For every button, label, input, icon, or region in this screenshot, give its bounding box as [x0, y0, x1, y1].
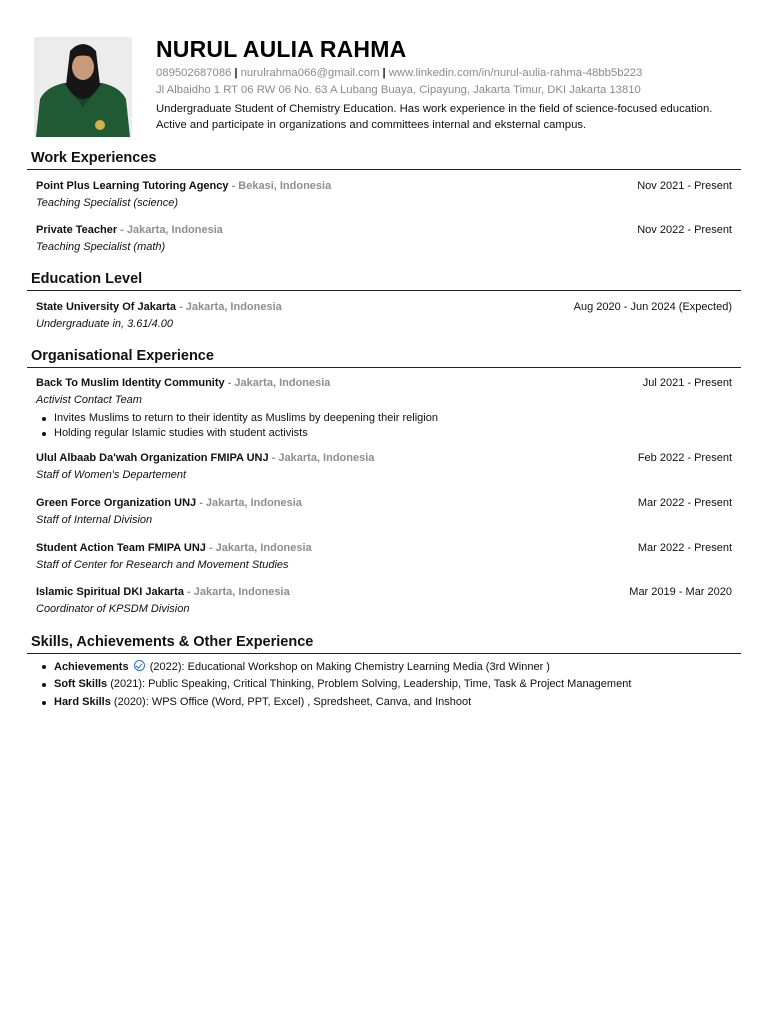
entry-organization: Green Force Organization UNJ: [36, 497, 197, 509]
entry-date: Mar 2019 - Mar 2020: [629, 586, 732, 598]
section-divider: [27, 290, 741, 291]
summary: [156, 101, 746, 133]
skill-item: [36, 696, 736, 714]
skill-label: Soft Skills: [54, 678, 108, 690]
organisation-entry: [36, 542, 732, 571]
entry-role: Staff of Center for Research and Movement Studies: [36, 559, 289, 571]
contact-line: [156, 67, 642, 79]
skill-label: Achievements: [54, 661, 129, 673]
entry-organization: State University Of Jakarta: [36, 301, 177, 313]
phone-number: 089502687086: [156, 67, 232, 79]
skills-list: [36, 660, 736, 714]
address: Jl Albaidho 1 RT 06 RW 06 No. 63 A Lubang Buaya, Cipayung, Jakarta Timur, DKI Jakarta 13810: [156, 84, 641, 96]
organisation-entry: [36, 586, 732, 615]
entry-date: Feb 2022 - Present: [637, 452, 732, 464]
entry-date: Mar 2022 - Present: [637, 542, 732, 554]
section-title-work: Work Experiences: [31, 150, 157, 166]
entry-bullets: [36, 412, 732, 439]
section-title-skills: Skills, Achievements & Other Experience: [31, 634, 314, 650]
entry-role: Teaching Specialist (math): [36, 241, 166, 253]
skill-detail: (2022): Educational Workshop on Making Chemistry Learning Media (3rd Winner ): [146, 661, 550, 673]
bullet-item: Invites Muslims to return to their identity as Muslims by deepening their religion: [54, 412, 732, 424]
verified-check-icon: [134, 660, 145, 671]
linkedin-link[interactable]: www.linkedin.com/in/nurul-aulia-rahma-48bb5b223: [388, 67, 643, 79]
entry-role: Staff of Women's Departement: [36, 469, 187, 481]
entry-organization: Point Plus Learning Tutoring Agency: [36, 180, 229, 192]
entry-location: - Jakarta, Indonesia: [196, 497, 302, 509]
work-entry: [36, 224, 732, 253]
summary-line: Active and participate in organizations and committees internal and eksternal campus.: [156, 119, 587, 131]
skill-detail: (2020): WPS Office (Word, PPT, Excel) , Spredsheet, Canva, and Inshoot: [110, 696, 472, 708]
organisation-entry: [36, 497, 732, 526]
section-divider: [27, 169, 741, 170]
separator: |: [382, 67, 386, 79]
bullet-item: Holding regular Islamic studies with student activists: [54, 427, 732, 439]
entry-role: Undergraduate in, 3.61/4.00: [36, 318, 173, 330]
skill-item: [36, 678, 736, 696]
organisation-entry: [36, 452, 732, 481]
entry-role: Coordinator of KPSDM Division: [36, 603, 190, 615]
skill-label: Hard Skills: [54, 696, 111, 708]
entry-date: Nov 2022 - Present: [637, 224, 732, 236]
entry-location: - Jakarta, Indonesia: [183, 586, 290, 598]
separator: |: [234, 67, 238, 79]
entry-organization: Ulul Albaab Da'wah Organization FMIPA UNJ: [36, 452, 269, 464]
entry-role: Staff of Internal Division: [36, 514, 153, 526]
entry-organization: Islamic Spiritual DKI Jakarta: [36, 586, 184, 598]
entry-location: - Jakarta, Indonesia: [224, 377, 331, 389]
entry-date: Mar 2022 - Present: [637, 497, 732, 509]
entry-organization: Student Action Team FMIPA UNJ: [36, 542, 206, 554]
work-entry: [36, 180, 732, 209]
entry-location: - Jakarta, Indonesia: [176, 301, 282, 313]
entry-organization: Private Teacher: [36, 224, 118, 236]
summary-line: Undergraduate Student of Chemistry Education. Has work experience in the field of science-focused education.: [156, 103, 713, 115]
profile-photo: [34, 37, 132, 137]
entry-role: Activist Contact Team: [36, 394, 142, 406]
entry-location: - Jakarta, Indonesia: [205, 542, 312, 554]
entry-date: Nov 2021 - Present: [637, 180, 732, 192]
entry-location: - Jakarta, Indonesia: [268, 452, 375, 464]
skill-detail: (2021): Public Speaking, Critical Thinking, Problem Solving, Leadership, Time, Task & Project Management: [107, 678, 632, 690]
entry-organization: Back To Muslim Identity Community: [36, 377, 225, 389]
section-title-education: Education Level: [31, 271, 143, 287]
entry-role: Teaching Specialist (science): [36, 197, 179, 209]
education-entry: [36, 301, 732, 330]
section-divider: [27, 653, 741, 654]
entry-location: - Jakarta, Indonesia: [117, 224, 223, 236]
email-link[interactable]: nurulrahma066@gmail.com: [240, 67, 380, 79]
section-divider: [27, 367, 741, 368]
entry-date: Aug 2020 - Jun 2024 (Expected): [573, 301, 732, 313]
skill-item: [36, 660, 736, 678]
section-title-organisation: Organisational Experience: [31, 348, 214, 364]
organisation-entry: [36, 377, 732, 442]
candidate-name: NURUL AULIA RAHMA: [156, 36, 407, 62]
entry-location: - Bekasi, Indonesia: [228, 180, 332, 192]
entry-date: Jul 2021 - Present: [642, 377, 732, 389]
